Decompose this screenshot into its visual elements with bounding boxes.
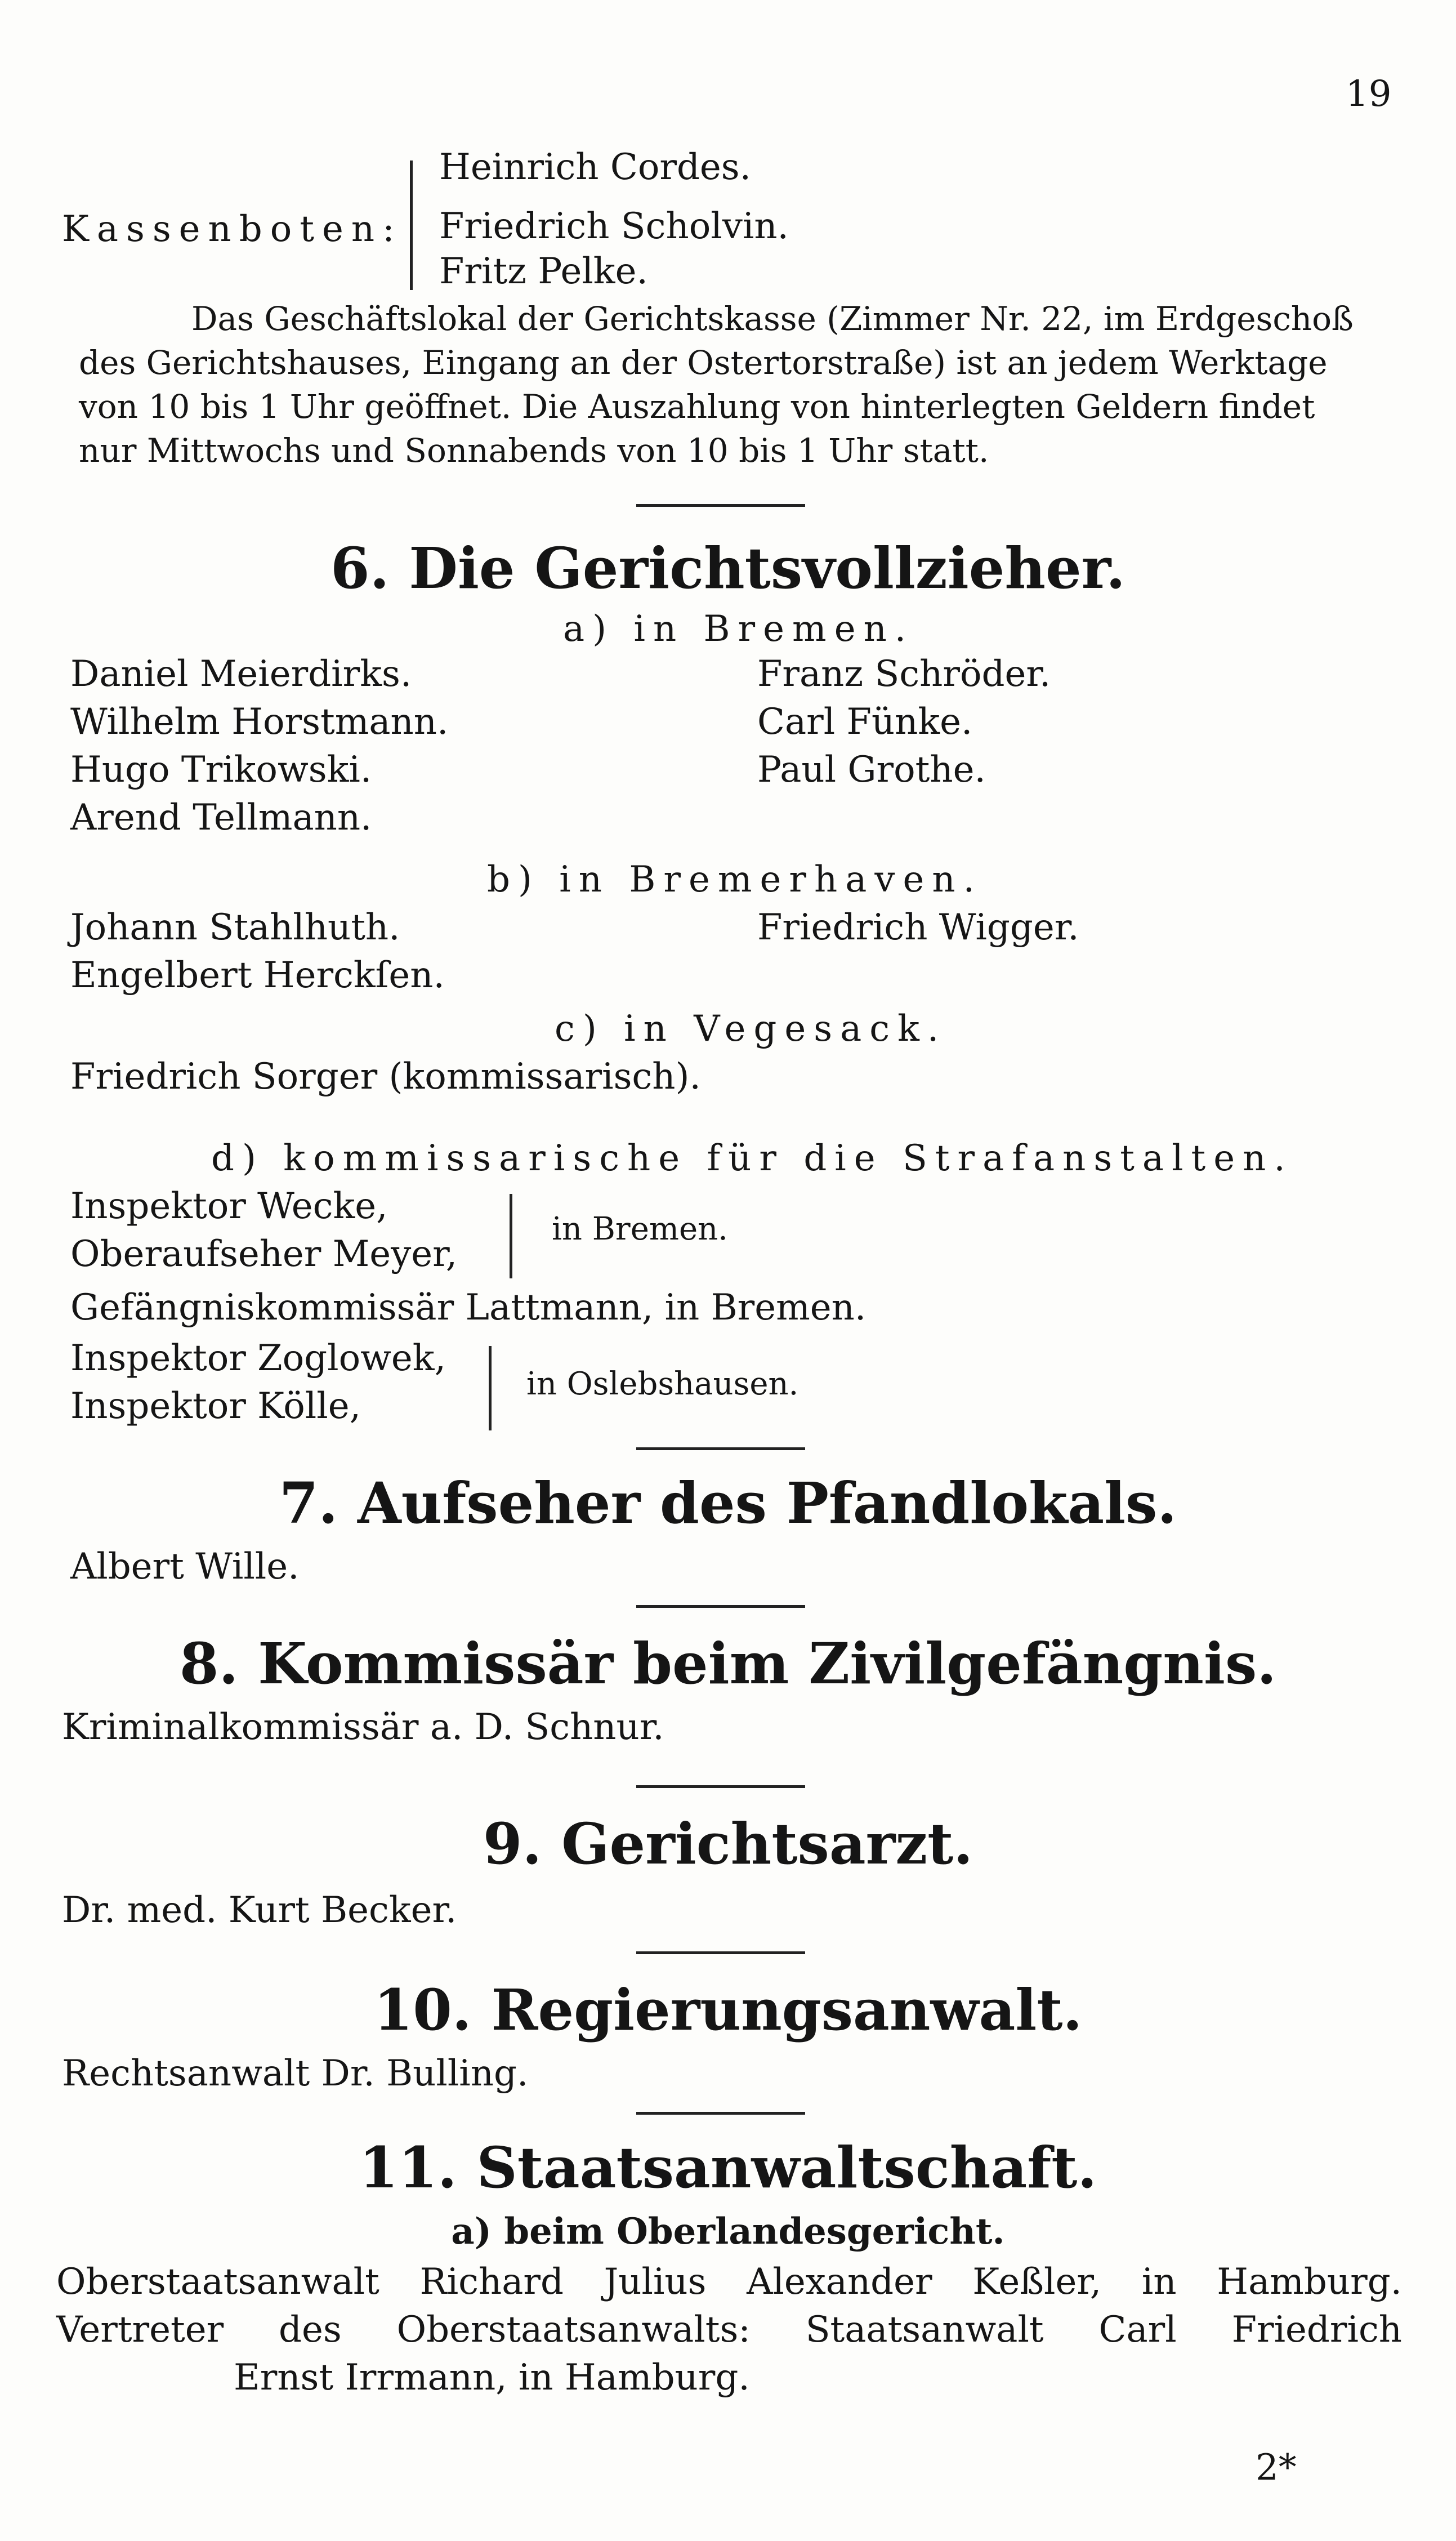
section-title: 7. Aufseher des Pfandlokals. [279,1470,1177,1536]
officer-name: Arend Tellmann. [70,797,372,839]
notice-line: von 10 bis 1 Uhr geöffnet. Die Auszahlung von hinterlegten Geldern findet [79,387,1315,426]
officer-name: Inspektor Kölle, [70,1385,361,1427]
notice-line: des Gerichtshauses, Eingang an der Ostertorstraße) ist an jedem Werktage [79,344,1328,382]
section-title: 8. Kommissär beim Zivilgefängnis. [179,1630,1277,1697]
section-divider [636,2112,805,2115]
subsection-heading: d) kommissarische für die Strafanstalten. [211,1138,1293,1179]
entry-line: Albert Wille. [70,1546,300,1588]
officer-name: Friedrich Sorger (kommissarisch). [70,1056,701,1098]
kassenboten-label: Kassenboten: [62,208,403,250]
subsection-heading: b) in Bremerhaven. [487,859,982,901]
officer-name: Wilhelm Horstmann. [70,701,449,743]
officer-name: Inspektor Wecke, [70,1185,388,1227]
section-divider [636,1605,805,1608]
section-divider [636,1951,805,1954]
entry-line: Dr. med. Kurt Becker. [62,1889,457,1931]
notice-line: Das Geschäftslokal der Gerichtskasse (Zimmer Nr. 22, im Erdgeschoß [191,300,1354,338]
officer-name: Hugo Trikowski. [70,749,372,791]
subsection-heading: a) beim Oberlandesgericht. [451,2210,1005,2253]
section-title: 11. Staatsanwaltschaft. [359,2134,1097,2201]
officer-name: Carl Fünke. [757,701,973,743]
entry-line: Vertreter des Oberstaatsanwalts: Staatsanwalt Carl Friedrich [56,2309,1402,2351]
officer-name: Inspektor Zoglowek, [70,1338,446,1379]
location: in Oslebshausen. [526,1366,799,1402]
officer-name: Oberaufseher Meyer, [70,1233,458,1275]
section-title: 6. Die Gerichtsvollzieher. [330,535,1126,601]
printer-signature: 2* [1256,2447,1297,2489]
entry-line: Ernst Irrmann, in Hamburg. [234,2357,750,2399]
brace [510,1194,512,1278]
kassenbote-name: Friedrich Scholvin. [439,206,789,247]
officer-name: Franz Schröder. [757,653,1051,695]
location: in Bremen. [552,1211,728,1247]
subsection-heading: c) in Vegesack. [555,1008,947,1050]
officer-name: Friedrich Wigger. [757,907,1079,948]
officer-name: Paul Grothe. [757,749,986,791]
notice-line: nur Mittwochs und Sonnabends von 10 bis 1 Uhr statt. [79,431,989,470]
kassenbote-name: Fritz Pelke. [439,251,648,292]
section-divider [636,1785,805,1788]
officer-name: Engelbert Herckſen. [70,955,445,996]
section-title: 10. Regierungsanwalt. [373,1977,1083,2043]
section-divider [636,1447,805,1450]
entry-line: Oberstaatsanwalt Richard Julius Alexander Keßler, in Hamburg. [56,2261,1402,2303]
entry-line: Rechtsanwalt Dr. Bulling. [62,2053,529,2094]
officer-name: Daniel Meierdirks. [70,653,412,695]
section-divider [636,504,805,507]
subsection-heading: a) in Bremen. [563,608,914,650]
brace [410,161,413,290]
section-title: 9. Gerichtsarzt. [483,1811,973,1877]
brace [489,1346,492,1430]
officer-name: Gefängniskommissär Lattmann, in Bremen. [70,1287,867,1329]
page-number: 19 [1346,73,1392,115]
kassenbote-name: Heinrich Cordes. [439,146,751,188]
officer-name: Johann Stahlhuth. [70,907,400,948]
entry-line: Kriminalkommissär a. D. Schnur. [62,1706,664,1748]
